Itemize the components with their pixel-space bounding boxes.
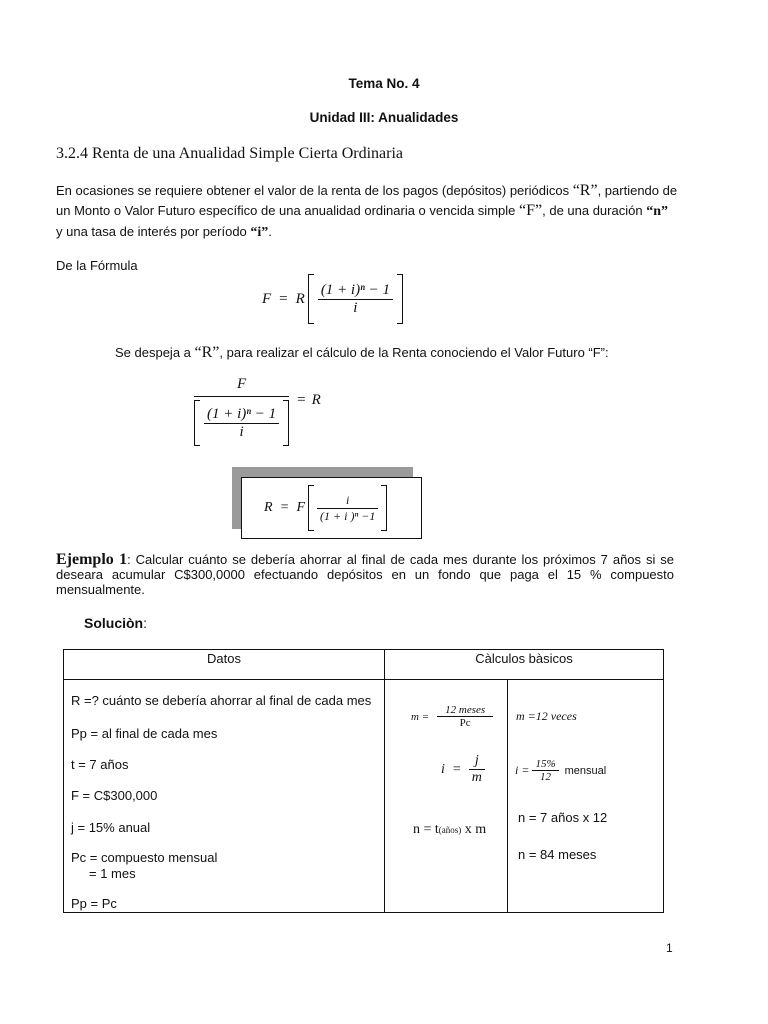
calc-i2-numerator: 15% <box>535 758 556 770</box>
despeja-var-R: “R” <box>194 344 220 361</box>
despeja-text-1: Se despeja a <box>115 345 195 360</box>
datos-item-Pp: Pp = al final de cada mes <box>71 726 218 741</box>
datos-item-PpPc: Pp = Pc <box>71 896 117 911</box>
formula3-lhs: R <box>264 500 273 515</box>
despeja-paragraph <box>115 343 609 363</box>
unit-title: Unidad III: Anualidades <box>309 110 459 125</box>
example-label: Ejemplo 1 <box>56 551 128 568</box>
calc-n-formula-right: x m <box>461 822 487 837</box>
calc-m-result: m =12 veces <box>516 709 577 723</box>
formula1-denominator: i <box>353 299 358 316</box>
solution-label-colon: : <box>143 615 148 631</box>
formula1-numerator: (1 + i)ⁿ − 1 <box>320 281 390 298</box>
formula-future-value <box>262 274 403 324</box>
intro-text-1: En ocasiones se requiere obtener el valor de la renta de los pagos (depósitos) periódicos <box>56 183 573 198</box>
formula3-denominator: (1 + i )ⁿ −1 <box>320 508 376 523</box>
var-i: “i” <box>250 225 269 240</box>
formula1-R: R <box>295 290 305 307</box>
formula1-lhs: F <box>262 290 272 307</box>
calc-m-lhs: m = <box>411 710 430 723</box>
var-F: “F” <box>519 202 543 219</box>
example-text: : Calcular cuánto se debería ahorrar al final de cada mes durante los próximos 7 años si se deseara acumular C$300,0000 efectuando depósitos en un fondo que paga el 15 % compuesto mensualmente. <box>56 552 674 597</box>
table-header-datos: Datos <box>64 650 385 680</box>
calc-m-numerator: 12 meses <box>445 704 486 716</box>
formula2-numerator: F <box>236 376 247 392</box>
solution-label-text: Soluciòn <box>84 615 144 631</box>
formula3-F: F <box>296 500 306 515</box>
formula2-rhs: R <box>311 391 321 408</box>
calc-m-denominator: Pc <box>459 717 471 729</box>
example-paragraph <box>56 552 674 597</box>
calc-i-equals: = <box>452 761 461 777</box>
calc-formula-cell <box>385 680 508 913</box>
datos-item-t: t = 7 años <box>71 757 129 772</box>
calc-result-cell <box>508 680 664 913</box>
despeja-text-2: , para realizar el cálculo de la Renta conociendo el Valor Futuro “F”: <box>219 345 609 360</box>
formula2-inner-numerator: (1 + i)ⁿ − 1 <box>207 405 277 422</box>
calc-n-step1: n = 7 años x 12 <box>518 810 608 825</box>
datos-item-R: R =? cuánto se debería ahorrar al final de cada mes <box>71 693 372 708</box>
datos-item-j: j = 15% anual <box>71 820 151 835</box>
calc-n-formula-sub: (años) <box>438 825 462 835</box>
section-heading: 3.2.4 Renta de una Anualidad Simple Cierta Ordinaria <box>56 145 404 162</box>
calc-i-denominator: m <box>471 770 482 785</box>
solution-table <box>63 649 664 913</box>
intro-paragraph <box>56 181 678 243</box>
formula3-equals: = <box>280 500 289 515</box>
var-n: “n” <box>646 204 668 219</box>
formula-intro-label: De la Fórmula <box>56 258 138 273</box>
intro-text-4: y una tasa de interés por período <box>56 224 251 239</box>
intro-text-3: , de una duración <box>542 203 647 218</box>
document-title: Tema No. 4 <box>348 76 420 91</box>
formula3-numerator: i <box>346 492 350 507</box>
calc-i-numerator: j <box>474 753 479 768</box>
page-number: 1 <box>666 941 673 955</box>
calc-n-step2: n = 84 meses <box>518 847 597 862</box>
datos-item-Pc: Pc = compuesto mensual <box>71 850 218 865</box>
formula-solve-R <box>194 376 321 446</box>
datos-cell <box>64 680 385 913</box>
intro-text-2: , partiendo de un Monto o Valor Futuro específico de una anualidad ordinaria o vencida simple <box>56 183 678 218</box>
datos-item-Pc-value: = 1 mes <box>89 866 136 881</box>
intro-text-5: . <box>268 224 272 239</box>
var-R: “R” <box>572 182 598 199</box>
formula2-equals: = <box>297 391 306 408</box>
calc-i2-label: mensual <box>564 764 607 777</box>
formula1-equals: = <box>279 290 288 307</box>
formula2-inner-denominator: i <box>239 423 244 440</box>
calc-i2-lhs: i = <box>515 763 530 777</box>
datos-item-F: F = C$300,000 <box>71 788 158 803</box>
calc-n-formula-left: n = t <box>413 822 439 837</box>
calc-i2-denominator: 12 <box>540 771 552 783</box>
formula-box <box>241 477 422 539</box>
solution-label <box>84 615 147 631</box>
table-header-calculos: Càlculos bàsicos <box>385 650 664 680</box>
calc-n-formula <box>413 822 486 838</box>
calc-i-lhs: i <box>441 761 445 777</box>
